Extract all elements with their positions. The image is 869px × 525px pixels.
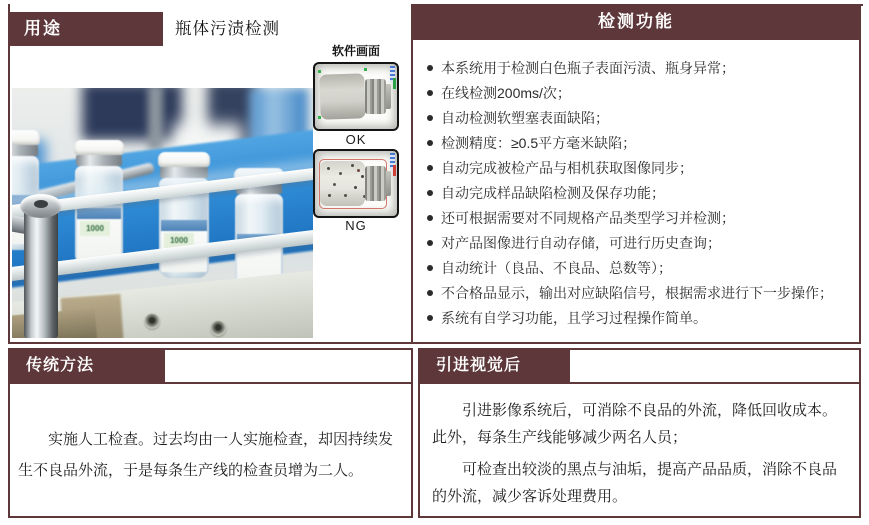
bullet-dot-icon [427, 140, 433, 146]
page-title: 瓶体污渍检测 [175, 20, 280, 38]
chrome-post-hole [34, 200, 48, 208]
vial-label [77, 208, 121, 260]
bullet-text: 系统有自学习功能，且学习过程操作简单。 [441, 309, 707, 326]
after-vision-panel [418, 348, 861, 518]
bullet-dot-icon [427, 240, 433, 246]
chrome-post [24, 206, 58, 338]
traditional-method-panel [8, 348, 413, 518]
screw [144, 313, 160, 329]
after-vision-paragraph: 引进影像系统后，可消除不良品的外流，降低回收成本。此外，每条生产线能够减少两名人员； [432, 402, 838, 446]
vial-label-text: 1000 [80, 221, 110, 236]
feature-bullet [427, 55, 851, 80]
screw [210, 320, 226, 336]
ng-label: NG [345, 218, 367, 233]
vial-label-band [77, 208, 121, 219]
bottle-neck-threads [365, 166, 386, 201]
bullet-text: 自动完成样品缺陷检测及保存功能； [441, 184, 665, 201]
ok-label: OK [345, 132, 367, 147]
bullet-text: 对产品图像进行自动存储，可进行历史查询； [441, 234, 721, 251]
bullet-text: 不合格品显示，输出对应缺陷信号，根据需求进行下一步操作； [441, 284, 833, 301]
feature-bullet [427, 155, 851, 180]
production-line-photo [12, 88, 313, 338]
vial-body [75, 166, 123, 266]
vial-cap [12, 130, 40, 145]
pass-indicator-bar [393, 78, 396, 89]
vial-cap-band [12, 145, 38, 156]
bullet-dot-icon [427, 290, 433, 296]
feature-bullet [427, 205, 851, 230]
bottle-neck-tip [386, 171, 391, 196]
bullet-text: 自动统计（良品、不良品、总数等）； [441, 259, 672, 276]
vial-label-band [161, 220, 207, 231]
defect-spots [327, 167, 330, 170]
section-header-row [420, 350, 859, 384]
feature-bullet [427, 80, 851, 105]
bullet-dot-icon [427, 215, 433, 221]
bottle-neck-tip [386, 84, 391, 109]
feature-list [413, 40, 859, 330]
ng-sample-image [313, 149, 399, 218]
bullet-text: 自动完成被检产品与相机获取图像同步； [441, 159, 693, 176]
bottle-body-thumbnail [319, 73, 366, 120]
feature-bullet [427, 105, 851, 130]
vial-cap [158, 152, 210, 167]
features-header: 检测功能 [413, 4, 859, 40]
bullet-text: 在线检测200ms/次； [441, 84, 571, 101]
features-panel [411, 4, 861, 344]
detection-corner-marks [318, 70, 321, 73]
bullet-text: 还可根据需要对不同规格产品类型学习并检测； [441, 209, 735, 226]
feature-bullet [427, 280, 851, 305]
purpose-header: 用途 [8, 12, 163, 46]
vial-cap-band [160, 167, 208, 178]
traditional-method-header: 传统方法 [10, 350, 165, 382]
bullet-text: 自动检测软塑塞表面缺陷； [441, 109, 609, 126]
vial-cap-band [76, 155, 122, 166]
bullet-dot-icon [427, 190, 433, 196]
feature-bullet [427, 130, 851, 155]
bullet-text: 检测精度：≥0.5平方毫米缺陷； [441, 134, 637, 151]
traditional-method-body: 实施人工检查。过去均由一人实施检查，却因持续发生不良品外流，于是每条生产线的检查员增为二人。 [18, 431, 394, 479]
after-vision-header: 引进视觉后 [420, 350, 570, 382]
bullet-dot-icon [427, 315, 433, 321]
feature-bullet [427, 305, 851, 330]
bottle-neck-threads [365, 79, 386, 114]
blurred-rod-shape [148, 88, 163, 150]
bullet-text: 本系统用于检测白色瓶子表面污渍、瓶身异常； [441, 59, 735, 76]
bullet-dot-icon [427, 115, 433, 121]
bullet-dot-icon [427, 165, 433, 171]
feature-bullet [427, 255, 851, 280]
bullet-dot-icon [427, 265, 433, 271]
blurred-machine-shape [82, 88, 182, 140]
after-vision-body [420, 384, 859, 510]
software-screen-caption: 软件画面 [331, 44, 380, 58]
section-header-row [10, 350, 411, 384]
vial-label-text: 1000 [164, 233, 194, 248]
bullet-dot-icon [427, 65, 433, 71]
vial-cap [74, 140, 124, 155]
after-vision-paragraph: 可检查出较淡的黑点与油垢，提高产品品质，消除不良品的外流，减少客诉处理费用。 [432, 461, 838, 505]
feature-bullet [427, 180, 851, 205]
ok-sample-image [313, 62, 399, 131]
bullet-dot-icon [427, 90, 433, 96]
feature-bullet [427, 230, 851, 255]
fail-indicator-bar [393, 165, 396, 176]
